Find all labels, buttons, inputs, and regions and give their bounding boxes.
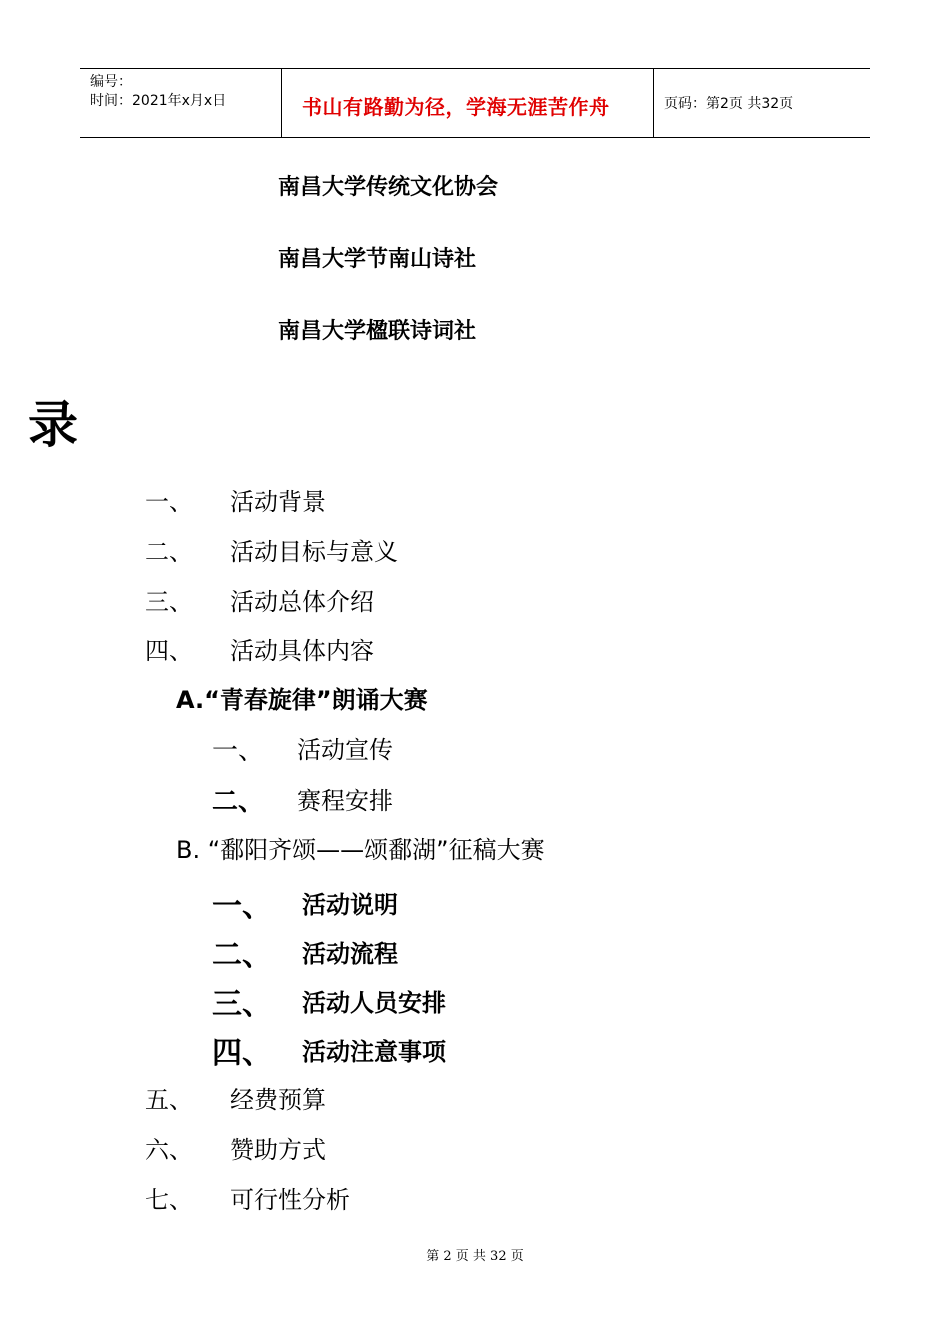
section-a-title: A.“青春旋律”朗诵大赛 [176,686,428,714]
time-label: 时间：2021年x月x日 [90,93,227,109]
section-b-title: B. “鄱阳齐颂——颂鄱湖”征稿大赛 [176,836,545,864]
toc-subitem-number: 四、 [212,1036,272,1071]
toc-item-text: 活动总体介绍 [230,588,374,616]
header-page-cell [654,69,870,137]
toc-item-number: 二、 [145,538,193,566]
organizer-1: 南昌大学传统文化协会 [278,175,499,200]
organizer-3: 南昌大学楹联诗词社 [278,319,477,344]
toc-heading-char: 录 [28,395,78,454]
toc-item-number: 四、 [145,637,193,665]
toc-item-number: 一、 [145,488,193,516]
toc-subitem-number: 二、 [212,787,265,817]
serial-label: 编号： [90,74,132,90]
header-meta-cell [80,69,282,137]
toc-item-number: 六、 [145,1136,193,1164]
organizer-2: 南昌大学节南山诗社 [278,247,477,272]
toc-subitem-text: 活动说明 [302,891,398,919]
toc-subitem-number: 二、 [212,938,272,973]
toc-item-number: 五、 [145,1086,193,1114]
toc-item-text: 赞助方式 [230,1136,326,1164]
toc-item-number: 三、 [145,588,193,616]
toc-item-text: 活动目标与意义 [230,538,398,566]
page-footer: 第 2 页 共 32 页 [426,1249,524,1264]
toc-subitem-number: 一、 [212,889,272,924]
toc-subitem-number: 三、 [212,987,272,1022]
toc-item-text: 可行性分析 [230,1186,350,1214]
toc-subitem-text: 赛程安排 [297,787,393,815]
toc-item-text: 经费预算 [230,1086,326,1114]
toc-item-text: 活动具体内容 [230,637,374,665]
motto-text: 书山有路勤为径，学海无涯苦作舟 [302,95,610,119]
toc-item-text: 活动背景 [230,488,326,516]
toc-subitem-text: 活动人员安排 [302,989,446,1017]
toc-subitem-text: 活动流程 [302,940,398,968]
toc-subitem-text: 活动宣传 [297,736,393,764]
toc-subitem-text: 活动注意事项 [302,1038,446,1066]
page-header [80,68,870,138]
page-info: 页码：第2页 共32页 [664,96,794,112]
toc-subitem-number: 一、 [212,736,265,766]
header-motto-cell [282,69,654,137]
toc-item-number: 七、 [145,1186,193,1214]
